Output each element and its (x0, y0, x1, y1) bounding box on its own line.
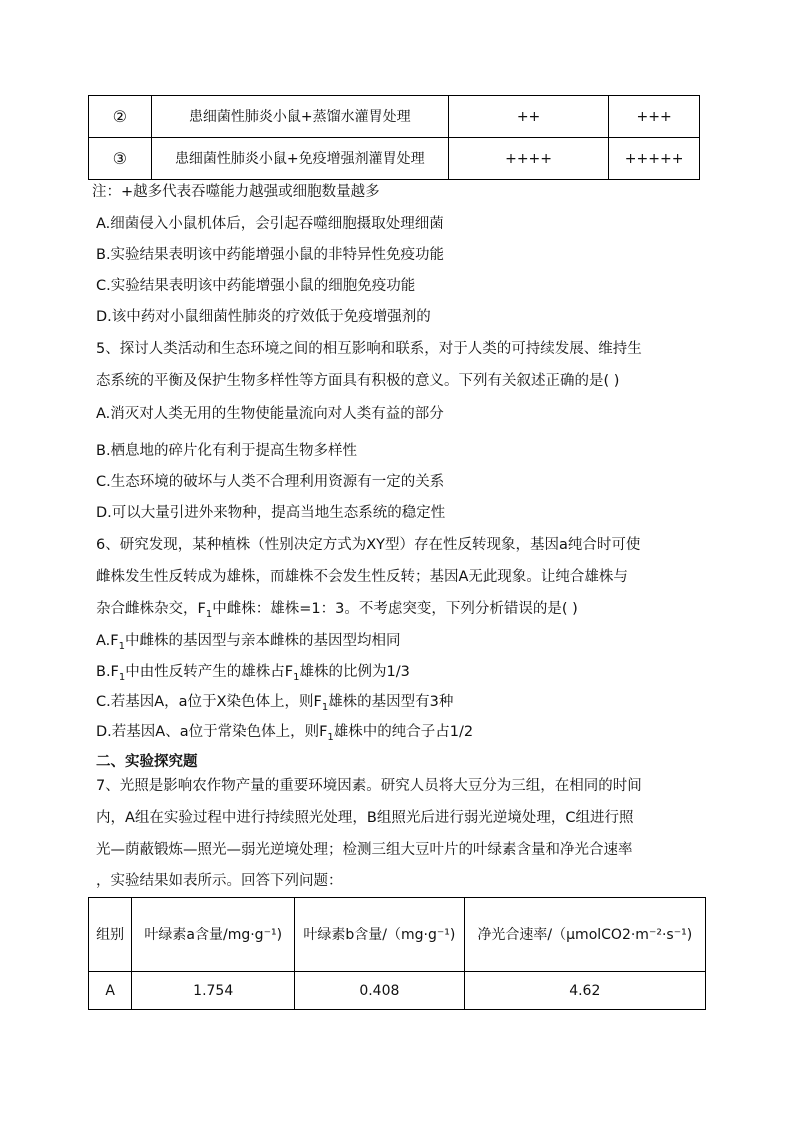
table-header-row (89, 898, 706, 972)
option-d: D.若基因A、a位于常染色体上，则$F_1$雄株中的纯合子占1/2 (96, 724, 474, 743)
results-table (88, 95, 700, 180)
table-row (89, 96, 700, 138)
column-header: 叶绿素b含量/（mg·g⁻¹) (295, 898, 464, 972)
result-cell: ++++ (448, 138, 608, 180)
question-7-line: 内，A组在实验过程中进行持续照光处理，B组照光后进行弱光逆境处理，C组进行照 (96, 810, 634, 826)
group-treatment: 患细菌性肺炎小鼠+免疫增强剂灌胃处理 (151, 138, 448, 180)
result-cell: +++ (609, 96, 700, 138)
option-b: $B.F_1$中由性反转产生的雄株占$F_1$雄株的比例为1/3 (96, 664, 410, 683)
question-7-line: 7、光照是影响农作物产量的重要环境因素。研究人员将大豆分为三组，在相同的时间 (96, 778, 642, 794)
result-cell: +++++ (609, 138, 700, 180)
column-header: 组别 (89, 898, 132, 972)
table-cell: 0.408 (295, 972, 464, 1010)
question-6-line: 雌株发生性反转成为雄株，而雄株不会发生性反转；基因A无此现象。让纯合雄株与 (96, 569, 628, 585)
option-c: C.若基因A，a位于X染色体上，则$F_1$雄株的基因型有3种 (96, 694, 454, 713)
table-row (89, 138, 700, 180)
option-a: A.消灭对人类无用的生物使能量流向对人类有益的部分 (96, 406, 444, 422)
table-cell: A (89, 972, 132, 1010)
option-c: C.实验结果表明该中药能增强小鼠的细胞免疫功能 (96, 278, 416, 294)
question-5-line: 5、探讨人类活动和生态环境之间的相互影响和联系，对于人类的可持续发展、维持生 (96, 341, 642, 357)
question-5-line: 态系统的平衡及保护生物多样性等方面具有积极的意义。下列有关叙述正确的是( ) (96, 373, 620, 389)
table-note: 注：+越多代表吞噬能力越强或细胞数量越多 (92, 184, 380, 200)
result-cell: ++ (448, 96, 608, 138)
question-7-line: ，实验结果如表所示。回答下列问题： (96, 873, 343, 889)
option-b: B.栖息地的碎片化有利于提高生物多样性 (96, 443, 358, 459)
question-6-line: 杂合雌株杂交，$F_1$中雌株：雄株=1：3。不考虑突变，下列分析错误的是( ) (96, 601, 578, 620)
option-c: C.生态环境的破坏与人类不合理利用资源有一定的关系 (96, 474, 445, 490)
group-treatment: 患细菌性肺炎小鼠+蒸馏水灌胃处理 (151, 96, 448, 138)
table-row (89, 972, 706, 1010)
column-header: 净光合速率/（μmolCO2·m⁻²·s⁻¹) (464, 898, 705, 972)
option-a: $A.F_1$中雌株的基因型与亲本雌株的基因型均相同 (96, 633, 401, 652)
question-6-line: 6、研究发现，某种植株（性别决定方式为XY型）存在性反转现象，基因a纯合时可使 (96, 537, 641, 553)
column-header: 叶绿素a含量/mg·g⁻¹) (132, 898, 295, 972)
group-number: ③ (89, 138, 152, 180)
chlorophyll-table (88, 897, 706, 1010)
table-cell: 1.754 (132, 972, 295, 1010)
option-a: A.细菌侵入小鼠机体后，会引起吞噬细胞摄取处理细菌 (96, 216, 444, 232)
option-d: D.可以大量引进外来物种，提高当地生态系统的稳定性 (96, 505, 446, 521)
section-heading: 二、实验探究题 (96, 754, 198, 770)
question-7-line: 光—荫蔽锻炼—照光—弱光逆境处理；检测三组大豆叶片的叶绿素含量和净光合速率 (96, 842, 633, 858)
group-number: ② (89, 96, 152, 138)
option-b: B.实验结果表明该中药能增强小鼠的非特异性免疫功能 (96, 247, 445, 263)
table-cell: 4.62 (464, 972, 705, 1010)
option-d: D.该中药对小鼠细菌性肺炎的疗效低于免疫增强剂的 (96, 309, 431, 325)
